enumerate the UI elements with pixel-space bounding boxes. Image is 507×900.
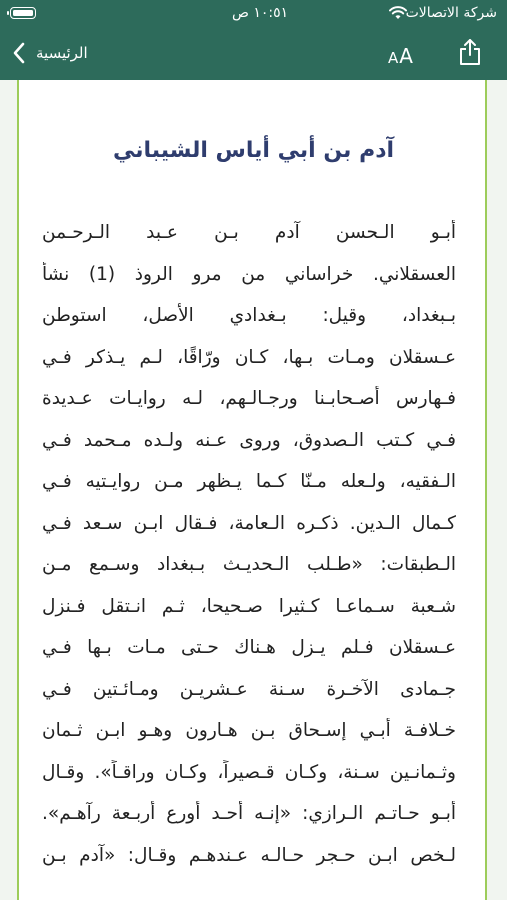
article-line: أبـو الـحسن آدم بـن عـبد الـرحـمن (42, 222, 456, 243)
carrier-name: شركة الاتصالات (405, 5, 497, 21)
font-size-small-label: A (388, 49, 399, 67)
status-bar (0, 0, 507, 28)
article-line: العسقلاني. خراساني من مرو الروذ (1) نشأ (42, 263, 456, 285)
article-body (42, 220, 456, 884)
article-line: فـهارس أصـحابـنا ورجـالـهم، لـه روايـات عـديدة (42, 388, 456, 409)
font-size-button[interactable] (388, 40, 420, 66)
share-icon[interactable] (458, 38, 482, 66)
article-line: وثـمانـين سـنة، وكـان قـصيراً، وكـان وراقـاً». وقـال (42, 761, 456, 783)
article-line: عـسقلان ومـات بـها، كـان ورّاقًا، لـم يـذكر فـي (42, 346, 456, 368)
article-line: بـبغداد، وقيل: بـغدادي الأصل، استوطن (42, 305, 456, 326)
article-line: لـخص ابـن حـجر حـالـه عـندهـم وقـال: «آدم بـن (42, 844, 456, 866)
article-line: الـفقيه، ولـعله مـنّا كـما يـظهر مـن روايـتيه فـي (42, 471, 456, 492)
article-line: الـطبقات: «طـلب الـحديـث بـبغداد وسـمع مـن (42, 554, 456, 575)
back-button[interactable] (12, 36, 122, 70)
article-line: فـي كـتب الـصدوق، وروى عـنه ولـده مـحمد فـي (42, 429, 456, 451)
battery-icon (10, 7, 36, 19)
article-line: عـسقلان فـلم يـزل هـناك حـتى مـات بـها فـي (42, 637, 456, 658)
nav-bar (0, 30, 507, 76)
article-title: آدم بن أبي أياس الشيباني (112, 138, 395, 163)
article-line: أبـو حـاتـم الـرازي: «إنـه أحـد أورع أربـعة رآهـم». (42, 803, 456, 824)
article-line: جـمادى الآخـرة سـنة عـشريـن ومـائـتين فـي (42, 678, 456, 700)
wifi-icon (389, 6, 407, 20)
chevron-left-icon (12, 42, 26, 64)
article-line: خـلافـة أبـي إسـحاق بـن هـارون وهـو ابـن ثـمان (42, 720, 456, 741)
back-label: الرئيسية (36, 44, 88, 62)
article-line: شـعبة سـماعـا كـثيرا صـحيحا، ثـم انـتقل فـنزل (42, 595, 456, 617)
header-bar (0, 0, 507, 80)
font-size-large-label: A (399, 44, 413, 68)
status-time: ١٠:٥١ ص (232, 5, 289, 21)
article-line: كـمال الـدين. ذكـره الـعامة، فـقال ابـن سـعد فـي (42, 512, 456, 534)
